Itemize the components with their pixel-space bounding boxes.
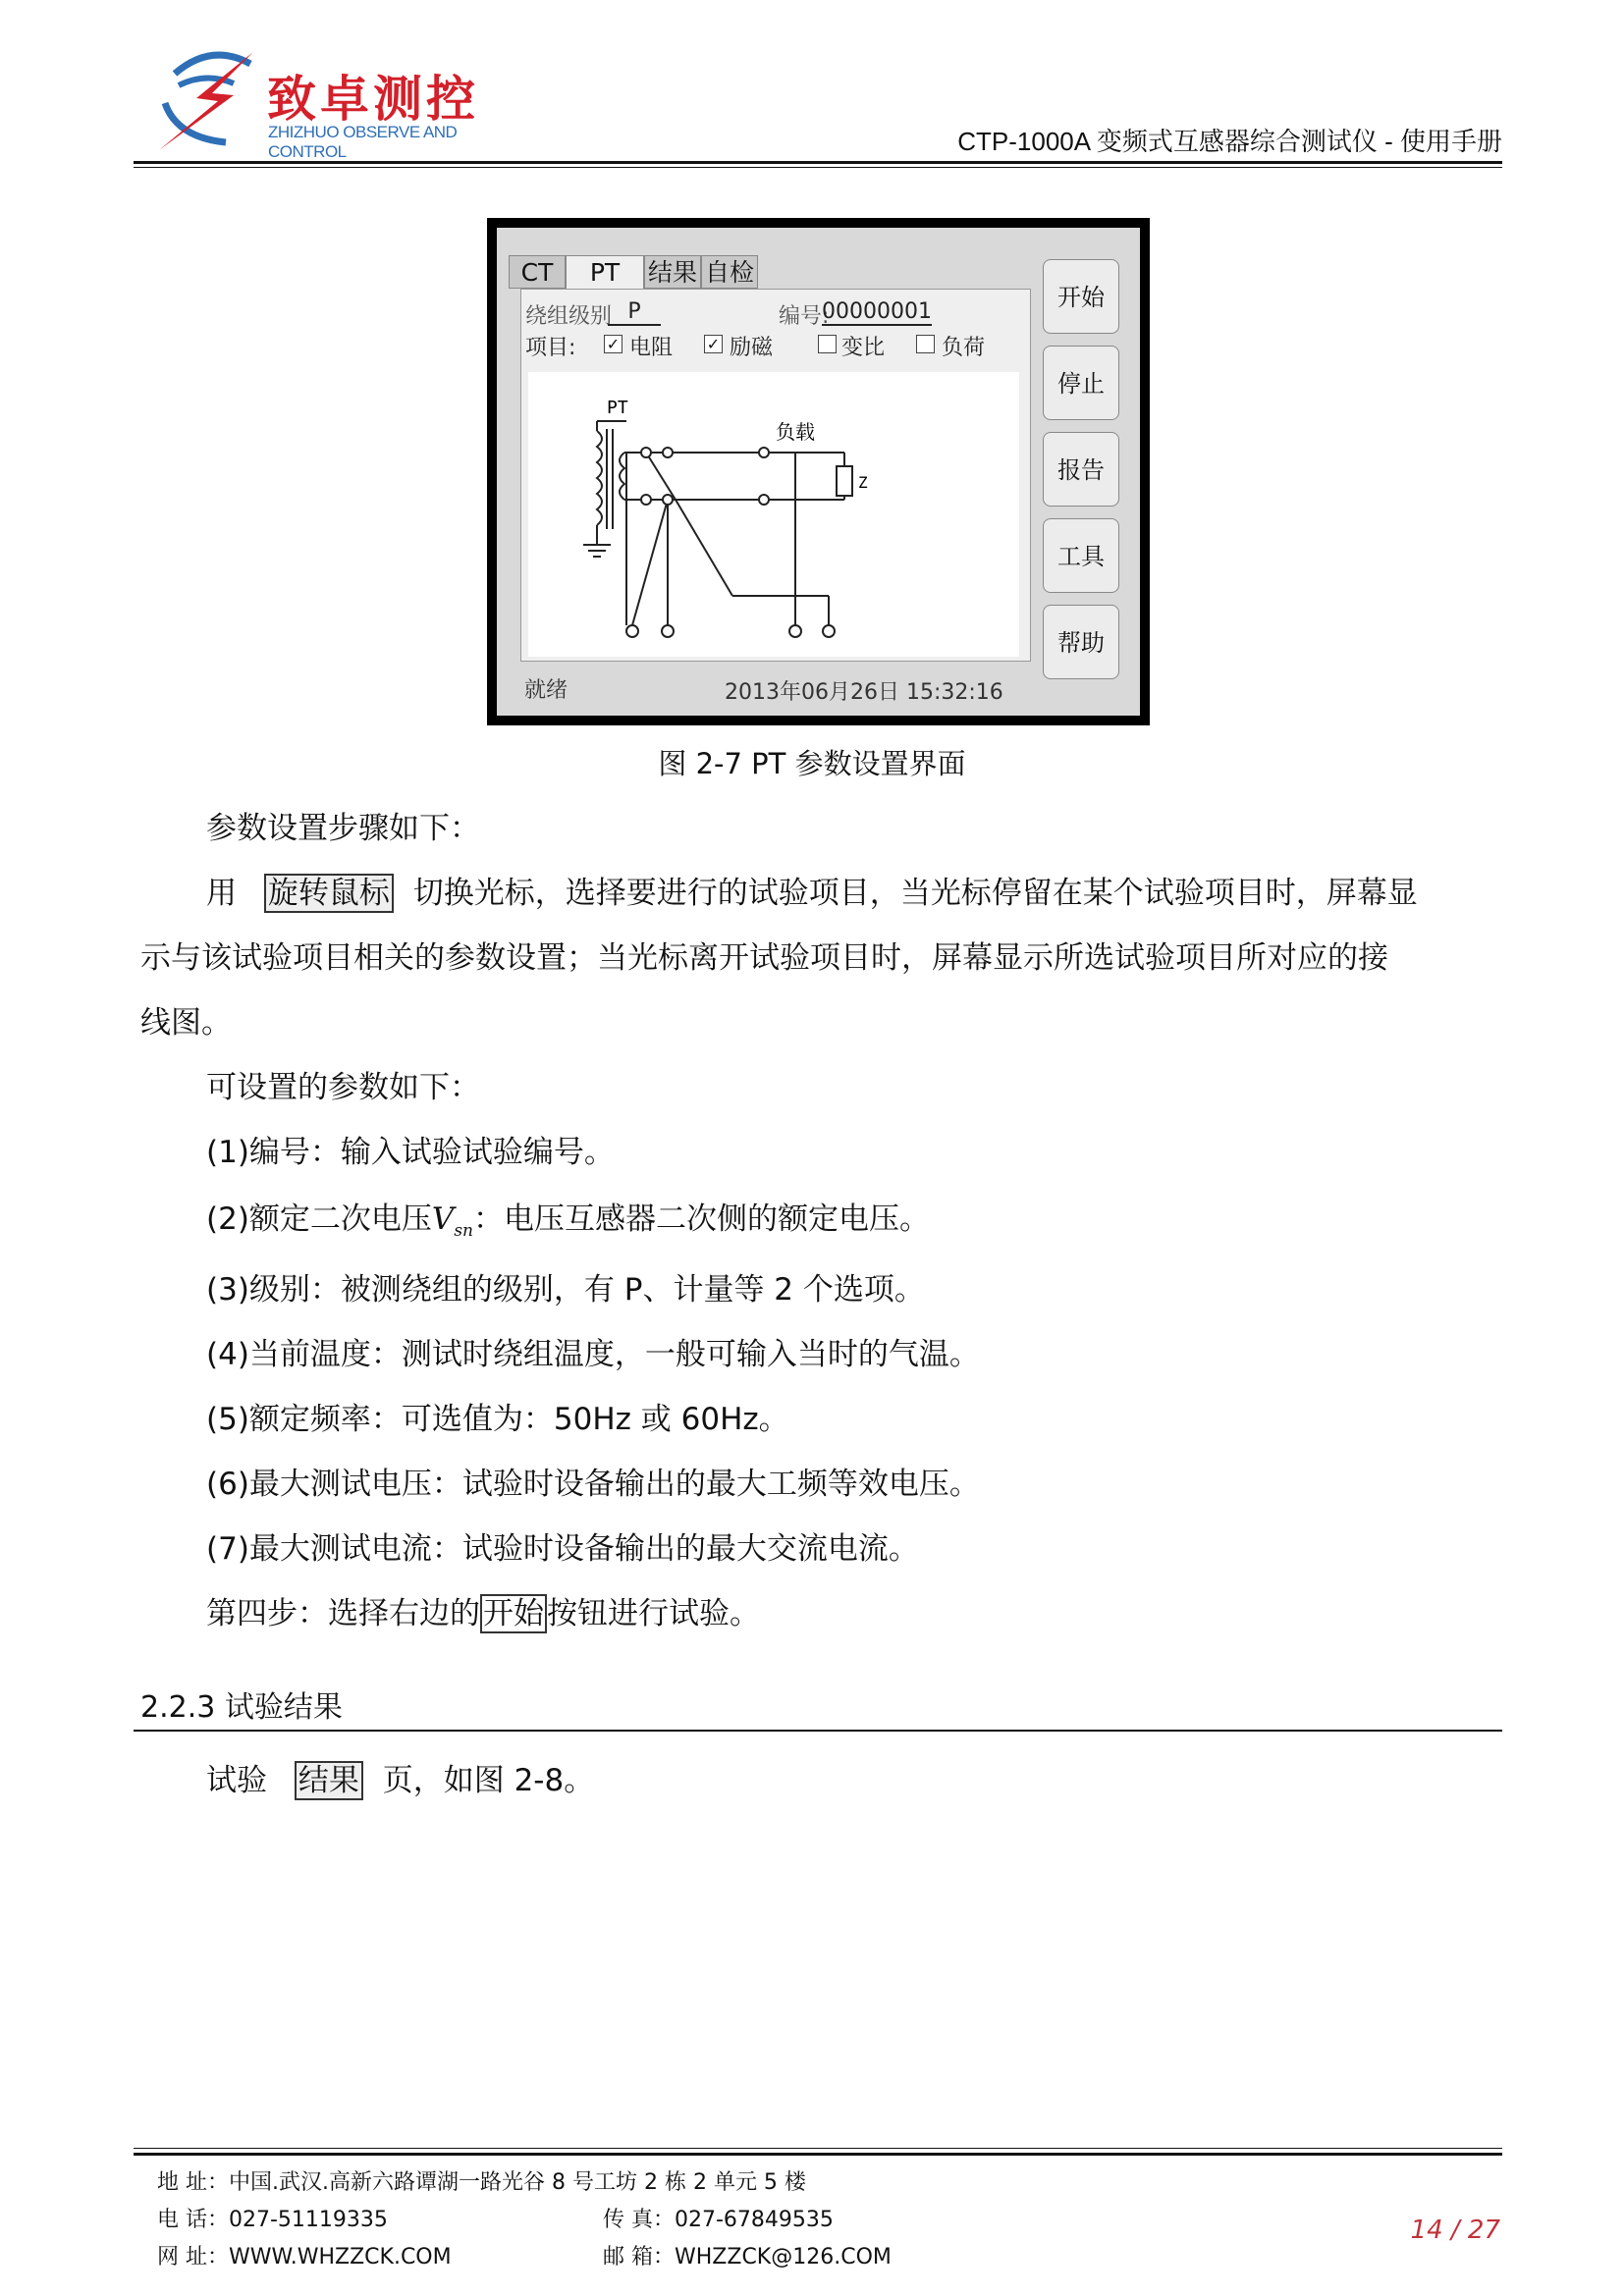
tools-button[interactable]: 工具 [1043, 518, 1119, 593]
section-heading: 2.2.3 试验结果 [140, 1690, 343, 1725]
step-four [206, 1594, 760, 1633]
pt-wiring-diagram [528, 372, 1019, 657]
item-burden-label: 负荷 [942, 336, 986, 360]
step4-rest: 按钮进行试验。 [547, 1596, 760, 1631]
start-key: 开始 [480, 1594, 547, 1633]
checkbox-ratio[interactable] [818, 335, 837, 353]
param-item-4: (4)当前温度：测试时绕组温度，一般可输入当时的气温。 [206, 1337, 980, 1372]
status-bar [520, 667, 1031, 707]
stop-button[interactable]: 停止 [1043, 346, 1119, 420]
checkbox-resistance[interactable]: ✓ [604, 335, 623, 353]
item-resistance-label: 电阻 [629, 336, 674, 360]
winding-level-value[interactable]: P [608, 299, 661, 326]
checkbox-burden[interactable] [916, 335, 935, 353]
screen-background [497, 228, 1140, 716]
steps-intro: 参数设置步骤如下： [206, 811, 480, 846]
footer-address: 地 址：中国.武汉.高新六路谭湖一路光谷 8 号工坊 2 栋 2 单元 5 楼 [157, 2170, 806, 2195]
paragraph-cursor-line2: 示与该试验项目相关的参数设置；当光标离开试验项目时，屏幕显示所选试验项目所对应的接 [140, 940, 1388, 976]
footer-rule-thin [134, 2148, 1502, 2149]
paragraph-cursor-line1 [206, 874, 1418, 913]
params-intro: 可设置的参数如下： [206, 1070, 480, 1105]
diagram-load-label: 负载 [776, 420, 815, 444]
start-button[interactable]: 开始 [1043, 259, 1119, 334]
status-text: 就绪 [524, 678, 568, 703]
footer-web: 网 址：WWW.WHZZCK.COM [157, 2245, 452, 2269]
logo-mark-icon [157, 44, 265, 152]
section-line-prefix: 试验 [206, 1763, 267, 1798]
winding-level-label: 绕组级别 [525, 304, 613, 329]
footer-phone: 电 话：027-51119335 [157, 2208, 388, 2232]
header-rule [134, 161, 1502, 164]
number-value[interactable]: 00000001 [822, 299, 932, 324]
tab-result[interactable]: 结果 [644, 255, 701, 289]
logo-english-name: ZHIZHUO OBSERVE AND CONTROL [268, 123, 458, 161]
company-logo [157, 44, 520, 161]
footer-fax: 传 真：027-67849535 [603, 2208, 834, 2232]
item-ratio-label: 变比 [841, 336, 886, 360]
param-item-2 [206, 1200, 930, 1251]
section-rule [134, 1730, 1502, 1732]
number-label: 编号: [779, 304, 830, 329]
status-datetime: 2013年06月26日 15:32:16 [725, 680, 1003, 705]
help-button[interactable]: 帮助 [1043, 605, 1119, 679]
manual-title: CTP-1000A 变频式互感器综合测试仪 - 使用手册 [957, 127, 1502, 156]
report-button[interactable]: 报告 [1043, 432, 1119, 507]
section-line-rest: 页，如图 2-8。 [382, 1763, 595, 1798]
footer-rule [134, 2153, 1502, 2156]
pt-settings-screenshot [487, 218, 1150, 725]
rotate-mouse-key: 旋转鼠标 [264, 874, 394, 913]
p1-rest: 切换光标，选择要进行的试验项目，当光标停留在某个试验项目时，屏幕显 [412, 876, 1418, 911]
item2-rest: ：电压互感器二次侧的额定电压。 [473, 1201, 930, 1237]
param-item-3: (3)级别：被测绕组的级别，有 P、计量等 2 个选项。 [206, 1272, 925, 1308]
header-rule-thin [134, 167, 1502, 168]
tab-selftest[interactable]: 自检 [701, 255, 758, 289]
wiring-diagram [528, 372, 1019, 657]
item2-prefix: (2)额定二次电压 [206, 1201, 432, 1237]
diagram-z-label: Z [858, 473, 868, 492]
tab-pt[interactable]: PT [566, 255, 644, 293]
tab-ct[interactable]: CT [509, 255, 566, 289]
param-item-1: (1)编号：输入试验试验编号。 [206, 1135, 615, 1170]
item-excitation-label: 励磁 [730, 336, 774, 360]
page-number: 14 / 27 [1410, 2216, 1500, 2245]
result-key: 结果 [295, 1761, 363, 1800]
paragraph-cursor-line3: 线图。 [140, 1005, 232, 1041]
p1-prefix: 用 [206, 876, 237, 911]
figure-caption: 图 2-7 PT 参数设置界面 [658, 747, 966, 780]
param-item-7: (7)最大测试电流：试验时设备输出的最大交流电流。 [206, 1531, 919, 1567]
items-label: 项目: [525, 336, 576, 360]
checkbox-excitation[interactable]: ✓ [704, 335, 723, 353]
footer-email: 邮 箱：WHZZCK@126.COM [603, 2245, 892, 2269]
diagram-pt-label: PT [607, 398, 628, 418]
logo-chinese-name: 致卓测控 [267, 71, 479, 128]
param-item-6: (6)最大测试电压：试验时设备输出的最大工频等效电压。 [206, 1467, 980, 1502]
section-line [206, 1761, 594, 1800]
step4-prefix: 第四步：选择右边的 [206, 1596, 480, 1631]
vsn-symbol: $V_{sn}$ [431, 1201, 473, 1242]
param-item-5: (5)额定频率：可选值为：50Hz 或 60Hz。 [206, 1402, 789, 1437]
